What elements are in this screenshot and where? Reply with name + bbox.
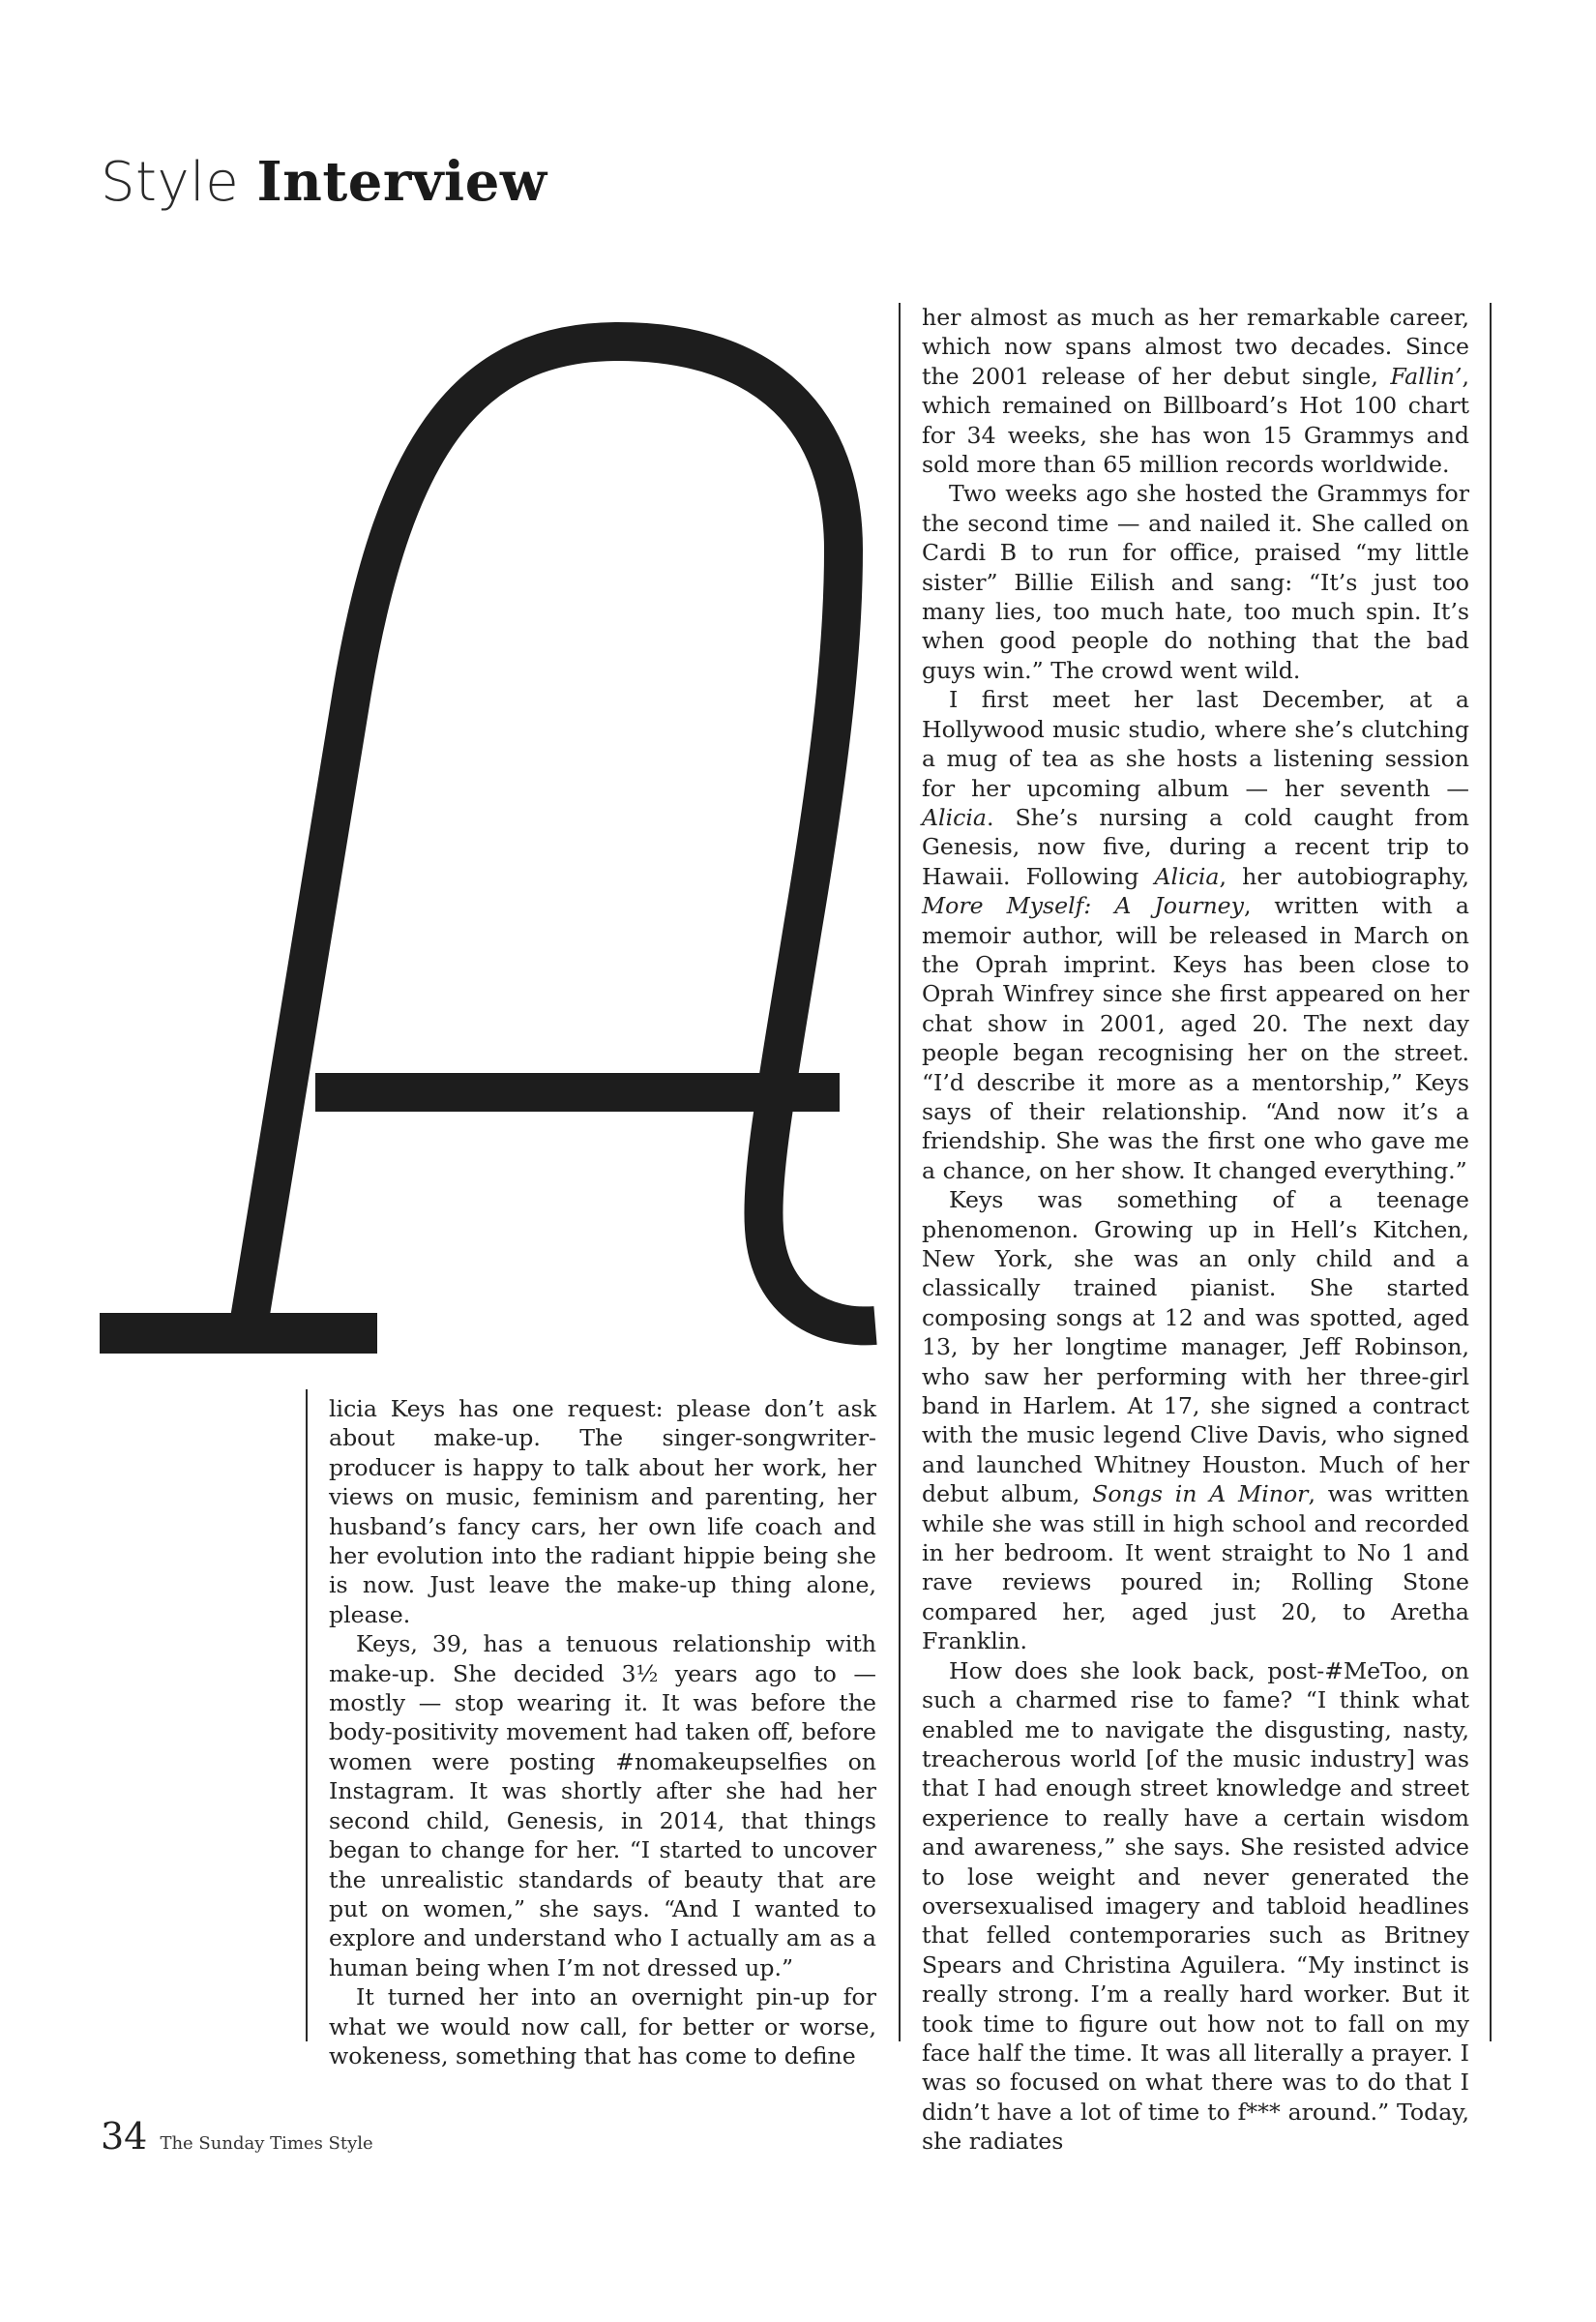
page-footer [101, 2115, 373, 2158]
paragraph: Two weeks ago she hosted the Grammys for the second time — and nailed it. She called on Cardi B to run for office, praised “my little sister” Billie Eilish and sang: “It’s just too many lies, too much hate, too much spin. It’s when good people do nothing that the bad guys win.” The crowd went wild. [922, 480, 1469, 684]
publication-name: The Sunday Times Style [160, 2133, 373, 2154]
paragraph: I first meet her last December, at a Hollywood music studio, where she’s clutching a mug of tea as she hosts a listening session for her upcoming album — her seventh — Alicia. She’s nursing a cold caught from Genesis, now five, during a recent trip to Hawaii. Following Alicia, her autobiography, More Myself: A Journey, written with a memoir author, will be released in March on the Oprah imprint. Keys has been close to Oprah Winfrey since she first appeared on her chat show in 2001, aged 20. The next day people began recognising her on the street. “I’d describe it more as a mentorship,” Keys says of their relationship. “And now it’s a friendship. She was the first one who gave me a chance, on her show. It changed everything.” [922, 686, 1469, 1184]
page-number: 34 [101, 2115, 148, 2158]
column-rule-left [306, 1389, 308, 2041]
article-column-right [922, 303, 1469, 2157]
paragraph: Keys was something of a teenage phenomenon. Growing up in Hell’s Kitchen, New York, she was an only child and a classically trained pianist. She started composing songs at 12 and was spotted, aged 13, by her longtime manager, Jeff Robinson, who saw her performing with her three-girl band in Harlem. At 17, she signed a contract with the music legend Clive Davis, who signed and launched Whitney Houston. Much of her debut album, Songs in A Minor, was written while she was still in high school and recorded in her bedroom. It went straight to No 1 and rave reviews poured in; Rolling Stone compared her, aged just 20, to Aretha Franklin. [922, 1186, 1470, 1655]
paragraph: Keys, 39, has a tenuous relationship with make-up. She decided 3½ years ago to — mostly — stop wearing it. It was before the body-positivity movement had taken off, before women were posting #nomakeupselfies on Instagram. It was shortly after she had her second child, Genesis, in 2014, that things began to change for her. “I started to uncover the unrealistic standards of beauty that are put on women,” she says. “And I wanted to explore and understand who I actually am as a human being when I’m not dressed up.” [329, 1630, 876, 1981]
section-title: Interview [256, 150, 547, 214]
column-rule-middle [899, 303, 901, 2041]
section-label: Style [101, 151, 240, 214]
paragraph: her almost as much as her remarkable career, which now spans almost two decades. Since the 2001 release of her debut single, Fallin’, which remained on Billboard’s Hot 100 chart for 34 weeks, she has won 15 Grammys and sold more than 65 million records worldwide. [922, 304, 1469, 479]
article-column-left [329, 1394, 876, 2070]
column-rule-right [1490, 303, 1492, 2041]
drop-cap-stroke [248, 342, 875, 1331]
paragraph: It turned her into an overnight pin-up for what we would now call, for better or worse, wokeness, something that has come to define [329, 1983, 876, 2069]
paragraph: licia Keys has one request: please don’t ask about make-up. The singer-songwriter-producer is happy to talk about her work, her views on music, feminism and parenting, her husband’s fancy cars, her own life coach and her evolution into the radiant hippie being she is now. Just leave the make-up thing alone, please. [329, 1395, 876, 1628]
paragraph: How does she look back, post-#MeToo, on such a charmed rise to fame? “I think what enabled me to navigate the disgusting, nasty, treacherous world [of the music industry] was that I had enough street knowledge and street experience to really have a certain wisdom and awareness,” she says. She resisted advice to lose weight and never generated the oversexualised imagery and tabloid headlines that felled contemporaries such as Britney Spears and Christina Aguilera. “My instinct is really strong. I’m a really hard worker. But it took time to figure out how not to fall on my face half the time. It was all literally a prayer. I was so focused on what there was to do that I didn’t have a lot of time to f*** around.” Today, she radiates [922, 1656, 1469, 2156]
